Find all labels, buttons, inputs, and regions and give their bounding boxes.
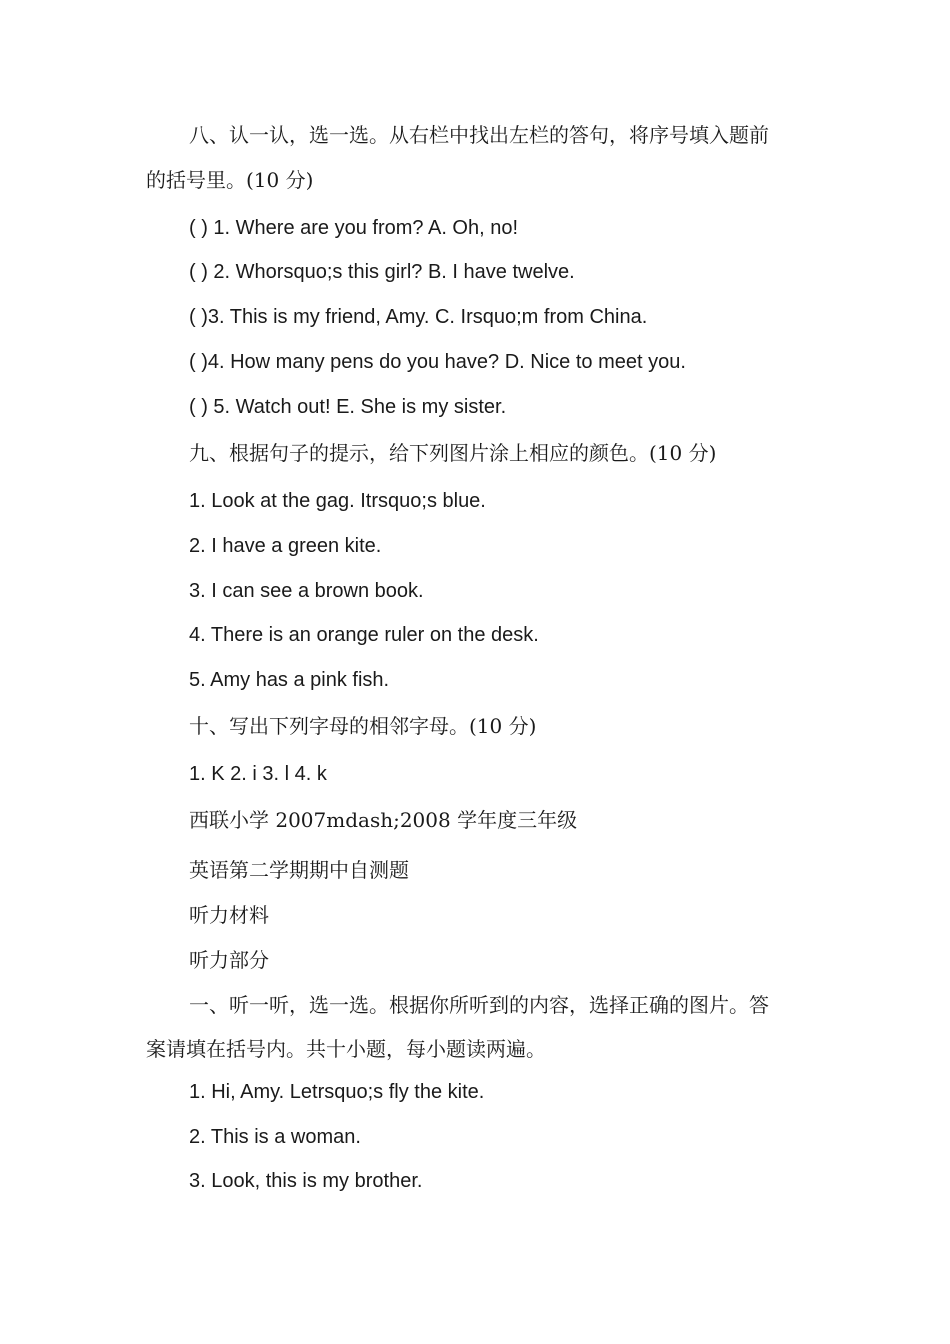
section10-item-1: 1. K 2. i 3. l 4. k	[189, 763, 327, 785]
section1-heading-line1: 一、听一听，选一选。根据你所听到的内容，选择正确的图片。答	[189, 993, 769, 1017]
school-line: 西联小学 2007mdash;2008 学年度三年级	[189, 808, 578, 832]
exam-title-line: 英语第二学期期中自测题	[189, 858, 409, 882]
section8-heading-line2: 的括号里。(10 分)	[146, 168, 314, 192]
section8-heading-line1: 八、认一认，选一选。从右栏中找出左栏的答句，将序号填入题前	[189, 123, 769, 147]
section1-heading-line2: 案请填在括号内。共十小题，每小题读两遍。	[146, 1037, 546, 1061]
section9-item-5: 5. Amy has a pink fish.	[189, 669, 390, 691]
listening-material-line: 听力材料	[189, 903, 269, 927]
listening-part-line: 听力部分	[189, 948, 269, 972]
section9-heading: 九、根据句子的提示，给下列图片涂上相应的颜色。(10 分)	[189, 441, 717, 465]
section8-item-5: ( ) 5. Watch out! E. She is my sister.	[189, 396, 507, 418]
section1-item-2: 2. This is a woman.	[189, 1126, 361, 1148]
section8-item-4: ( )4. How many pens do you have? D. Nice to meet you.	[189, 351, 686, 373]
section1-item-3: 3. Look, this is my brother.	[189, 1170, 423, 1192]
section9-item-3: 3. I can see a brown book.	[189, 580, 424, 602]
section8-item-2: ( ) 2. Whorsquo;s this girl? B. I have twelve.	[189, 261, 575, 283]
section8-item-1: ( ) 1. Where are you from? A. Oh, no!	[189, 217, 519, 239]
section9-item-2: 2. I have a green kite.	[189, 535, 382, 557]
section9-item-4: 4. There is an orange ruler on the desk.	[189, 624, 539, 646]
section8-item-3: ( )3. This is my friend, Amy. C. Irsquo;m from China.	[189, 306, 648, 328]
section1-item-1: 1. Hi, Amy. Letrsquo;s fly the kite.	[189, 1081, 485, 1103]
section10-heading: 十、写出下列字母的相邻字母。(10 分)	[189, 714, 537, 738]
section9-item-1: 1. Look at the gag. Itrsquo;s blue.	[189, 490, 486, 512]
